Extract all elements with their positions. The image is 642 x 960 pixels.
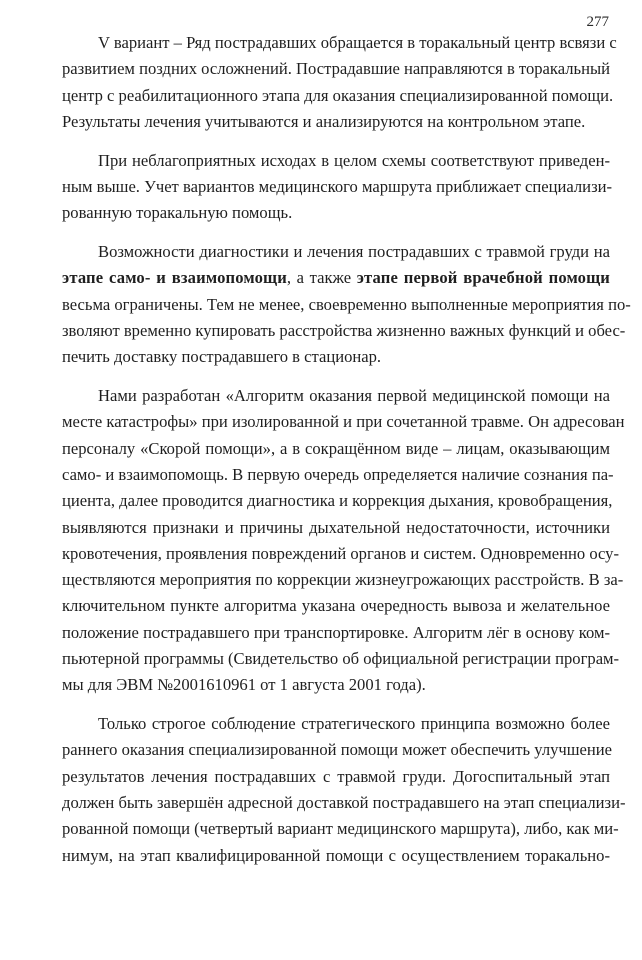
text-segment: должен быть завершён адресной доставкой пострадавшего на этап специализи- (62, 793, 626, 813)
text-segment: зволяют временно купировать расстройства жизненно важных функций и обес- (62, 320, 626, 340)
text-line (62, 816, 619, 842)
paragraph (62, 711, 626, 869)
paragraph (62, 383, 625, 699)
text-segment: развитием поздних осложнений. Пострадавшие направляются в торакальный (62, 59, 610, 79)
text-line (62, 30, 617, 56)
paragraph (62, 239, 631, 370)
text-segment: При неблагоприятных исходах в целом схемы соответствуют приведен- (98, 150, 610, 170)
text-segment: ществляются мероприятия по коррекции жизнеугрожающих расстройств. В за- (62, 570, 624, 590)
text-line (62, 567, 624, 593)
text-segment: Возможности диагностики и лечения пострадавших с травмой груди на (98, 242, 610, 262)
text-line (62, 56, 610, 82)
paragraph (62, 30, 617, 135)
text-line (62, 737, 613, 763)
text-segment: пьютерной программы (Свидетельство об официальной регистрации програм- (62, 649, 620, 669)
text-line (62, 83, 614, 109)
text-line (62, 488, 613, 514)
text-line (62, 541, 620, 567)
text-segment: рованную торакальную помощь. (62, 203, 293, 223)
text-line (62, 515, 610, 541)
text-line (62, 646, 620, 672)
text-segment: мы для ЭВМ №2001610961 от 1 августа 2001 года). (62, 675, 426, 695)
text-segment: циента, далее проводится диагностика и коррекция дыхания, кровобращения, (62, 491, 613, 511)
text-segment: кровотечения, проявления повреждений органов и систем. Одновременно осу- (62, 543, 620, 563)
text-segment: нимум, на этап квалифицированной помощи с осуществлением торакально- (62, 845, 610, 865)
text-segment: Результаты лечения учитываются и анализируются на контрольном этапе. (62, 111, 586, 131)
text-line (62, 239, 610, 265)
text-segment: раннего оказания специализированной помощи может обеспечить улучшение (62, 740, 613, 760)
text-line (62, 200, 610, 226)
text-line (62, 593, 610, 619)
text-segment: ным выше. Учет вариантов медицинского маршрута приближает специализи- (62, 176, 613, 196)
text-line (62, 790, 626, 816)
text-line (62, 462, 614, 488)
text-line (62, 318, 626, 344)
text-segment: , а также (286, 268, 357, 288)
text-segment: рованной помощи (четвертый вариант медицинского маршрута), либо, как ми- (62, 819, 619, 839)
text-segment: ключительном пункте алгоритма указана очередность вывоза и желательное (62, 596, 610, 616)
text-line (62, 383, 610, 409)
text-line (62, 109, 610, 135)
text-segment: Только строгое соблюдение стратегического принципа возможно более (98, 714, 610, 734)
text-segment: само- и взаимопомощь. В первую очередь определяется наличие сознания па- (62, 464, 614, 484)
text-segment: Нами разработан «Алгоритм оказания первой медицинской помощи на (98, 386, 610, 406)
text-line (62, 174, 613, 200)
text-line (62, 620, 610, 646)
text-line (62, 672, 610, 698)
text-segment: персоналу «Скорой помощи», а в сокращённом виде – лицам, оказывающим (62, 438, 610, 458)
text-line (62, 764, 610, 790)
body-text (62, 30, 631, 881)
bold-text: этапе само- и взаимопомощи (62, 268, 287, 288)
text-segment: печить доставку пострадавшего в стационар. (62, 347, 382, 367)
text-line (62, 265, 610, 291)
text-segment: центр с реабилитационного этапа для оказания специализированной помощи. (62, 85, 614, 105)
text-segment: весьма ограничены. Тем не менее, своевременно выполненные мероприятия по- (62, 294, 631, 314)
text-line (62, 436, 610, 462)
text-line (62, 409, 625, 435)
text-segment: положение пострадавшего при транспортировке. Алгоритм лёг в основу ком- (62, 622, 610, 642)
text-line (62, 711, 610, 737)
text-line (62, 344, 610, 370)
text-segment: результатов лечения пострадавших с травмой груди. Догоспитальный этап (62, 766, 610, 786)
text-line (62, 292, 631, 318)
text-segment: V вариант – Ряд пострадавших обращается в торакальный центр всвязи с (98, 33, 617, 52)
bold-text: этапе первой врачебной помощи (356, 268, 610, 288)
text-line (62, 843, 610, 869)
text-segment: выявляются признаки и причины дыхательной недостаточности, источники (62, 517, 610, 537)
paragraph (62, 148, 613, 227)
page-number: 277 (586, 14, 609, 30)
text-segment: месте катастрофы» при изолированной и при сочетанной травме. Он адресован (62, 412, 625, 432)
text-line (62, 148, 610, 174)
